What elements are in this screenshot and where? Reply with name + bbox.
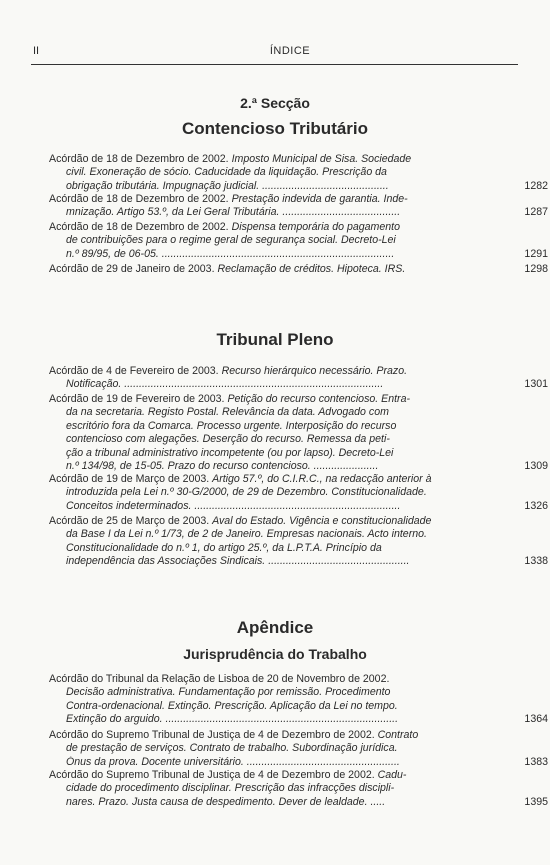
toc-entry <box>49 769 548 809</box>
decision-subject: Dispensa temporária do pagamento <box>231 221 401 233</box>
decision-subject: Imposto Municipal de Sisa. Sociedade <box>231 153 412 165</box>
decision-subject: Contrato <box>377 729 419 741</box>
decision-subject: nares. Prazo. Justa causa de despedimento. Dever de lealdade. ..... <box>66 795 386 808</box>
decision-date: Acórdão de 19 de Março de 2003. <box>49 473 213 485</box>
page-number: II <box>33 45 40 57</box>
toc-entry-line <box>49 742 501 755</box>
toc-entry <box>49 221 548 261</box>
decision-date: Acórdão de 18 de Dezembro de 2002. <box>49 221 232 233</box>
toc-entry-line <box>49 473 501 486</box>
toc-entry-line <box>49 447 501 460</box>
toc-entry-line <box>49 515 501 528</box>
decision-subject: Aval do Estado. Vigência e constitucionalidade <box>212 515 432 527</box>
toc-entry-line <box>49 528 501 541</box>
decision-subject: de prestação de serviços. Contrato de trabalho. Subordinação jurídica. <box>66 742 398 755</box>
decision-subject: da na secretaria. Registo Postal. Relevância da data. Advogado com <box>66 406 389 419</box>
page-reference: 1326 <box>524 499 548 512</box>
toc-entry-line <box>49 542 501 555</box>
section-subtitle: Jurisprudência do Trabalho <box>183 646 367 662</box>
page-reference: 1309 <box>524 460 548 472</box>
toc-entry <box>49 263 548 276</box>
decision-subject: da Base I da Lei n.º 1/73, de 2 de Janeiro. Empresas nacionais. Acto interno. <box>66 528 427 541</box>
decision-date: Acórdão de 18 de Dezembro de 2002. <box>49 153 232 165</box>
page-reference: 1338 <box>524 555 548 568</box>
decision-subject: Decisão administrativa. Fundamentação por remissão. Procedimento <box>66 686 391 699</box>
decision-subject: independência das Associações Sindicais. ................................................ <box>66 555 410 568</box>
decision-date: Acórdão de 19 de Fevereiro de 2003. <box>49 393 228 405</box>
toc-entry-line <box>49 460 501 473</box>
toc-entry <box>49 515 548 569</box>
decision-date: Acórdão do Supremo Tribunal de Justiça de 4 de Dezembro de 2002. <box>49 729 378 741</box>
decision-subject: introduzida pela Lei n.º 30-G/2000, de 29 de Dezembro. Constitucionalidade. <box>66 486 427 499</box>
toc-entry-line <box>49 486 501 499</box>
decision-subject: cidade do procedimento disciplinar. Prescrição das infracções discipli- <box>66 782 395 795</box>
decision-subject: Extinção do arguido. ............................................................................... <box>66 713 399 726</box>
decision-date: Acórdão do Tribunal da Relação de Lisboa de 20 de Novembro de 2002. <box>49 673 390 685</box>
decision-subject: Conceitos indeterminados. ...................................................................... <box>66 499 401 512</box>
decision-subject: contencioso com alegações. Deserção do recurso. Remessa da peti- <box>66 433 390 446</box>
toc-entry-line <box>49 433 501 446</box>
toc-entry-line <box>49 500 501 513</box>
decision-subject: ção a tribunal administrativo incompetente (ou por lapso). Decreto-Lei <box>66 446 394 459</box>
toc-entry-line <box>49 713 501 726</box>
toc-entry-line <box>49 378 501 391</box>
decision-subject: escritório fora da Comarca. Processo urgente. Interposição do recurso <box>66 419 397 432</box>
page-reference: 1282 <box>524 179 548 192</box>
decision-subject: Constitucionalidade do n.º 1, do artigo 25.º, da L.P.T.A. Princípio da <box>66 541 382 554</box>
toc-entry-line <box>49 393 501 406</box>
toc-entry-line <box>49 180 501 193</box>
toc-entry <box>49 393 548 473</box>
decision-subject: civil. Exoneração de sócio. Caducidade da liquidação. Prescrição da <box>66 166 387 179</box>
toc-entry <box>49 193 548 220</box>
decision-subject: n.º 89/95, de 06-05. ............................................................................... <box>66 247 395 260</box>
decision-subject: Petição do recurso contencioso. Entra- <box>227 393 410 405</box>
page-reference: 1301 <box>524 378 548 391</box>
toc-entry <box>49 673 548 727</box>
decision-date: Acórdão do Supremo Tribunal de Justiça de 4 de Dezembro de 2002. <box>49 769 378 781</box>
toc-entry-line <box>49 700 501 713</box>
toc-entry-line <box>49 756 501 769</box>
decision-subject: obrigação tributária. Impugnação judicial. ........................................... <box>66 179 389 192</box>
running-title: ÍNDICE <box>269 45 311 57</box>
toc-entry <box>49 365 548 392</box>
decision-subject: Artigo 57.º, do C.I.R.C., na redacção anterior à <box>212 473 432 485</box>
decision-subject: Ónus da prova. Docente universitário. .................................................... <box>66 755 400 768</box>
toc-entry-line <box>49 166 501 179</box>
toc-entry-line <box>49 673 501 686</box>
decision-subject: mnização. Artigo 53.º, da Lei Geral Tributária. ........................................ <box>66 206 401 219</box>
header-rule <box>31 64 518 65</box>
decision-subject: de contribuições para o regime geral de segurança social. Decreto-Lei <box>66 234 396 247</box>
page-reference: 1383 <box>524 755 548 768</box>
toc-entry-line <box>49 365 501 378</box>
page-reference: 1291 <box>524 247 548 260</box>
toc-entry-line <box>49 729 501 742</box>
decision-subject: Cadu- <box>377 769 407 781</box>
page-reference: 1287 <box>524 206 548 219</box>
toc-entry-line <box>49 782 501 795</box>
decision-subject: Recurso hierárquico necessário. Prazo. <box>221 365 408 377</box>
section-kicker: 2.ª Secção <box>240 95 310 111</box>
toc-entry <box>49 473 548 513</box>
page-reference: 1395 <box>524 795 548 808</box>
toc-entry-line <box>49 234 501 247</box>
toc-entry <box>49 153 548 193</box>
toc-entry <box>49 729 548 769</box>
section-title: Apêndice <box>236 618 314 637</box>
toc-entry-line <box>49 206 501 219</box>
toc-entry-line <box>49 769 501 782</box>
toc-entry-line <box>49 248 501 261</box>
decision-date: Acórdão de 18 de Dezembro de 2002. <box>49 193 232 205</box>
section-title: Tribunal Pleno <box>216 330 334 349</box>
toc-entry-line <box>49 406 501 419</box>
decision-subject: Prestação indevida de garantia. Inde- <box>231 193 408 205</box>
toc-entry-line <box>49 193 501 206</box>
decision-subject: Reclamação de créditos. Hipoteca. IRS. <box>217 263 406 275</box>
decision-subject: n.º 134/98, de 15-05. Prazo do recurso contencioso. ...................... <box>66 460 379 473</box>
decision-subject: Contra-ordenacional. Extinção. Prescrição. Aplicação da Lei no tempo. <box>66 699 398 712</box>
page-reference: 1364 <box>524 713 548 726</box>
toc-entry-line <box>49 796 501 809</box>
toc-entry-line <box>49 263 501 276</box>
toc-entry-line <box>49 686 501 699</box>
toc-entry-line <box>49 153 501 166</box>
decision-date: Acórdão de 25 de Março de 2003. <box>49 515 213 527</box>
toc-entry-line <box>49 221 501 234</box>
decision-date: Acórdão de 29 de Janeiro de 2003. <box>49 263 218 275</box>
section-title: Contencioso Tributário <box>181 119 369 138</box>
toc-entry-line <box>49 420 501 433</box>
page-reference: 1298 <box>524 263 548 275</box>
decision-subject: Notificação. ........................................................................................ <box>66 378 384 391</box>
decision-date: Acórdão de 4 de Fevereiro de 2003. <box>49 365 222 377</box>
toc-entry-line <box>49 555 501 568</box>
